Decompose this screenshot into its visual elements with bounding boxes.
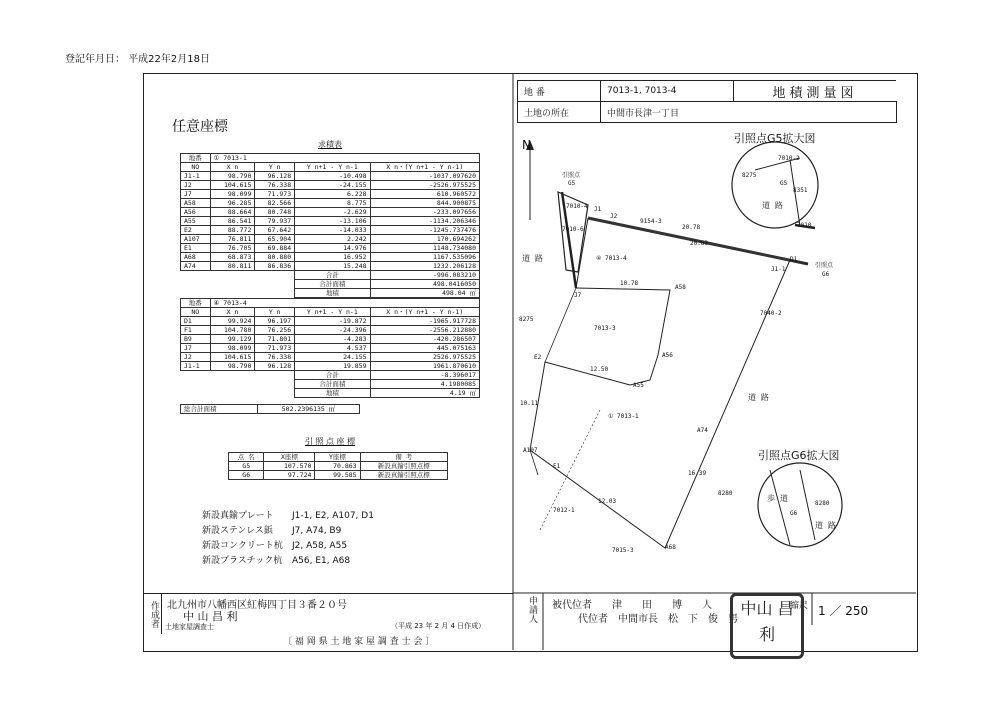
table-cell: 97.724 (264, 471, 315, 480)
table-cell: 1148.734080 (370, 244, 479, 253)
table-cell: 104.780 (210, 326, 255, 335)
lot-number-value: 7013-1, 7013-4 (601, 81, 734, 102)
scale-value: 1 ／ 250 (818, 604, 869, 618)
map-label-j2: J2 (610, 213, 618, 220)
applicant-label: 申請人 (527, 596, 537, 623)
table-cell: 1961.870610 (370, 362, 479, 371)
column-header: X n (210, 163, 255, 172)
table-cell: 82.566 (255, 199, 295, 208)
table-cell: B9 (181, 335, 211, 344)
table-cell: -2556.212880 (370, 326, 479, 335)
location-label: 土地の所在 (518, 102, 601, 123)
table-cell: 98.790 (210, 362, 255, 371)
table-cell: 8.775 (295, 199, 370, 208)
inset-g5-label-d: G5 (780, 180, 788, 187)
table-cell: J7 (181, 190, 211, 199)
surveyor-seal: 中山 昌利 (730, 593, 804, 659)
inset-g6-label-b: 8280 (815, 500, 830, 507)
table-cell: 80.880 (255, 253, 295, 262)
table-cell: 16.952 (295, 253, 370, 262)
table-cell: 98.790 (210, 172, 255, 181)
table-cell: 76.256 (255, 326, 295, 335)
table-cell: 15.248 (295, 262, 370, 271)
table-cell: -1037.097620 (370, 172, 479, 181)
table-cell: J2 (181, 353, 211, 362)
legend-key: 新設真鍮プレート (202, 511, 274, 521)
table-cell: G6 (229, 471, 264, 480)
table-cell: 99.129 (210, 335, 255, 344)
table-cell: -13.106 (295, 217, 370, 226)
table-cell: 65.904 (255, 235, 295, 244)
table-cell: F1 (181, 326, 211, 335)
area-value: 4.19 ㎡ (370, 389, 479, 398)
double-area-value: 498.0416050 (370, 280, 479, 289)
table-cell: 76.338 (255, 353, 295, 362)
area-value: 498.04 ㎡ (370, 289, 479, 298)
table-cell: 2526.975525 (370, 353, 479, 362)
inset-g6-line (770, 470, 790, 545)
table-cell: A56 (181, 208, 211, 217)
table-cell: 1232.206128 (370, 262, 479, 271)
sum-label: 合計 (295, 271, 370, 280)
parcel-7013-1 (530, 362, 665, 548)
north-label: N (522, 138, 531, 152)
map-label-8275: 8275 (519, 316, 534, 323)
parcel-west-mid (545, 288, 576, 362)
inset-g5-label-a: 7010-2 (778, 155, 800, 162)
map-distance: 20.63 (690, 240, 709, 247)
table-cell: 14.976 (295, 244, 370, 253)
map-label-e1: E1 (553, 463, 561, 470)
table-cell: 1167.535096 (370, 253, 479, 262)
map-distance: 10.78 (620, 280, 639, 287)
table-cell: 104.615 (210, 181, 255, 190)
lot-value: ④ 7013-4 (210, 299, 479, 308)
column-header: NO (181, 163, 211, 172)
table-cell: -1134.206346 (370, 217, 479, 226)
table-cell: 79.937 (255, 217, 295, 226)
area-label: 地積 (295, 389, 370, 398)
map-label-g6: G6 (822, 271, 830, 278)
map-distance: 12.50 (590, 366, 609, 373)
column-header: X n (210, 308, 255, 317)
scale-label: 縮尺 (790, 601, 809, 611)
inset-g5-title: 引照点G5拡大図 (734, 132, 816, 145)
table-cell: A68 (181, 253, 211, 262)
map-label-7013-3: 7013-3 (594, 325, 616, 332)
lot-number-label: 地 番 (518, 81, 601, 102)
table-cell: -10.498 (295, 172, 370, 181)
map-label-road-1: 道 路 (522, 254, 543, 263)
map-label-a55: A55 (633, 382, 644, 389)
map-distance: 16.39 (688, 470, 707, 477)
table-cell: 2.242 (295, 235, 370, 244)
column-header: 点 名 (229, 453, 264, 462)
table-cell: 445.075163 (370, 344, 479, 353)
map-label-d1: D1 (790, 256, 798, 263)
legend-key: 新設ステンレス鋲 (202, 526, 273, 536)
author-label: 作成者 (143, 594, 162, 634)
table-cell: A55 (181, 217, 211, 226)
sum-label: 合計 (295, 371, 370, 380)
legend-value: J7, A74, B9 (292, 526, 342, 536)
table-cell: 104.615 (210, 353, 255, 362)
column-header: X n・(Y n+1 - Y n-1) (370, 163, 479, 172)
map-label-g5: G5 (568, 180, 576, 187)
map-label-a56: A56 (662, 352, 673, 359)
table-cell: -1245.737476 (370, 226, 479, 235)
map-distance: 12.03 (598, 498, 617, 505)
inset-g6-label-a: 歩 道 (767, 494, 788, 503)
table-cell: 新設真鍮引照点標 (360, 462, 447, 471)
inset-g6-line-b (800, 470, 815, 540)
table-cell: 67.642 (255, 226, 295, 235)
table-cell: D1 (181, 317, 211, 326)
column-header: Y n+1 - Y n-1 (295, 308, 370, 317)
table-cell: 86.836 (255, 262, 295, 271)
total-area-label: 総合計面積 (181, 405, 258, 414)
table-cell: 99.924 (210, 317, 255, 326)
author-address: 北九州市八幡西区紅梅四丁目３番２０号 (167, 600, 347, 611)
map-distance: 10.11 (520, 400, 539, 407)
map-label-7010-6: 7010-6 (562, 226, 584, 233)
inset-g5-label-b: 8275 (742, 172, 757, 179)
column-header: X座標 (264, 453, 315, 462)
table-cell: 844.900875 (370, 199, 479, 208)
map-label-j7: J7 (574, 292, 582, 299)
double-area-label: 合計面積 (295, 280, 370, 289)
total-area-value: 502.2396135 ㎡ (258, 405, 360, 414)
table-cell: G5 (229, 462, 264, 471)
association-name: 〔 福 岡 県 土 地 家 屋 調 査 士 会 〕 (283, 637, 435, 647)
column-header: Y座標 (315, 453, 360, 462)
table-cell: 99.585 (315, 471, 360, 480)
sum-value: -996.083210 (370, 271, 479, 280)
double-area-value: 4.1980085 (370, 380, 479, 389)
table-cell: 88.772 (210, 226, 255, 235)
inset-g6-title: 引照点G6拡大図 (758, 449, 840, 462)
table-cell: -14.033 (295, 226, 370, 235)
lot-label: 地番 (181, 299, 211, 308)
map-label-a58: A58 (675, 284, 686, 291)
table-cell: 71.973 (255, 344, 295, 353)
table-cell: 19.859 (295, 362, 370, 371)
table-cell: 6.228 (295, 190, 370, 199)
sum-value: -8.396017 (370, 371, 479, 380)
column-header: Y n+1 - Y n-1 (295, 163, 370, 172)
map-label-ref-g6: 引照点 (815, 262, 834, 269)
coordinate-title: 任意座標 (172, 119, 228, 135)
table-cell: 96.128 (255, 362, 295, 371)
table-cell: A107 (181, 235, 211, 244)
map-label-9154-3: 9154-3 (640, 218, 662, 225)
map-label-7013-1: ① 7013-1 (608, 413, 639, 420)
table-cell: 76.705 (210, 244, 255, 253)
table-cell: 86.541 (210, 217, 255, 226)
column-header: NO (181, 308, 211, 317)
legend-value: J1-1, E2, A107, D1 (292, 511, 374, 521)
inset-g6-road: 道 路 (815, 521, 836, 530)
table-cell: 96.285 (210, 199, 255, 208)
legend-value: J2, A58, A55 (292, 541, 348, 551)
table-cell: 69.884 (255, 244, 295, 253)
legend-value: A56, E1, A68 (292, 556, 351, 566)
table-cell: A58 (181, 199, 211, 208)
table-cell: E1 (181, 244, 211, 253)
map-label-ref-g5: 引照点 (562, 172, 581, 179)
ref-table-caption: 引 照 点 座 標 (304, 437, 356, 446)
map-label-e2: E2 (534, 354, 542, 361)
inset-g5-road: 道 路 (762, 201, 783, 210)
inset-g5-label-e: 7010 (797, 222, 812, 229)
table-cell: 71.973 (255, 190, 295, 199)
table-cell: 4.537 (295, 344, 370, 353)
column-header: Y n (255, 308, 295, 317)
table-cell: -1965.917728 (370, 317, 479, 326)
table-cell: -233.097656 (370, 208, 479, 217)
author-qualification: 土地家屋調査士 (165, 623, 214, 631)
map-label-j1-1: J1-1 (771, 266, 786, 273)
table-cell: 76.338 (255, 181, 295, 190)
table-cell: -420.286507 (370, 335, 479, 344)
legend-key: 新設プラスチック杭 (202, 556, 283, 566)
inset-g5-label-c: 8351 (793, 187, 808, 194)
table-cell: 71.801 (255, 335, 295, 344)
table-cell: 98.099 (210, 344, 255, 353)
legend-key: 新設コンクリート杭 (202, 541, 283, 551)
lot-label: 地番 (181, 154, 211, 163)
location-value: 中間市長津一丁目 (601, 102, 897, 123)
table-cell: -4.283 (295, 335, 370, 344)
map-distance: 20.78 (682, 224, 701, 231)
table-cell: 80.811 (210, 262, 255, 271)
table-cell: 96.128 (255, 172, 295, 181)
table-cell: 96.197 (255, 317, 295, 326)
table-cell: -2.629 (295, 208, 370, 217)
map-label-a74: A74 (697, 427, 708, 434)
table-cell: 80.748 (255, 208, 295, 217)
map-label-7010-4: 7010-4 (566, 203, 588, 210)
creation-date: （平成 23 年 2 月 4 日作成） (391, 622, 486, 630)
table-cell: -24.396 (295, 326, 370, 335)
map-label-8280: 8280 (718, 490, 733, 497)
table-cell: 70.863 (315, 462, 360, 471)
table-cell: 610.960572 (370, 190, 479, 199)
parcel-east (665, 260, 808, 548)
map-label-j1: J1 (594, 206, 602, 213)
column-header: Y n (255, 163, 295, 172)
table-cell: -2526.975525 (370, 181, 479, 190)
registration-date: 登記年月日： 平成22年2月18日 (65, 54, 210, 65)
table-cell: 107.570 (264, 462, 315, 471)
table-cell: J1-1 (181, 172, 211, 181)
map-label-a107: A107 (523, 447, 538, 454)
map-label-7013-4: ④ 7013-4 (596, 255, 627, 262)
table-cell: 新設真鍮引照点標 (360, 471, 447, 480)
map-label-7040-2: 7040-2 (760, 310, 782, 317)
table-cell: -19.872 (295, 317, 370, 326)
applicant-subrogated: 被代位者 津 田 博 人 (552, 600, 712, 611)
table-cell: J2 (181, 181, 211, 190)
map-label-7012-1: 7012-1 (553, 507, 575, 514)
table-cell: E2 (181, 226, 211, 235)
column-header: 備 考 (360, 453, 447, 462)
table-cell: J7 (181, 344, 211, 353)
applicant-subrogator: 代位者 中間市長 松 下 俊 男 (578, 614, 738, 625)
inset-g5-circle (732, 142, 818, 228)
table-cell: 170.694262 (370, 235, 479, 244)
lot-value: ① 7013-1 (210, 154, 479, 163)
table1-caption: 求積表 (318, 140, 342, 149)
table-cell: 76.811 (210, 235, 255, 244)
table-cell: 68.873 (210, 253, 255, 262)
table-cell: 98.099 (210, 190, 255, 199)
author-name: 中 山 昌 利 (183, 610, 238, 623)
table-cell: A74 (181, 262, 211, 271)
map-label-7015-3: 7015-3 (612, 547, 634, 554)
table-cell: 24.155 (295, 353, 370, 362)
column-header: X n・(Y n+1 - Y n-1) (370, 308, 479, 317)
table-cell: J1-1 (181, 362, 211, 371)
map-label-a68: A68 (665, 544, 676, 551)
area-label: 地積 (295, 289, 370, 298)
table-cell: 88.664 (210, 208, 255, 217)
sheet-title: 地積測量図 (734, 81, 897, 102)
map-label-road-2: 道 路 (748, 393, 769, 402)
double-area-label: 合計面積 (295, 380, 370, 389)
inset-g6-label-c: G6 (790, 510, 798, 517)
table-cell: -24.155 (295, 181, 370, 190)
